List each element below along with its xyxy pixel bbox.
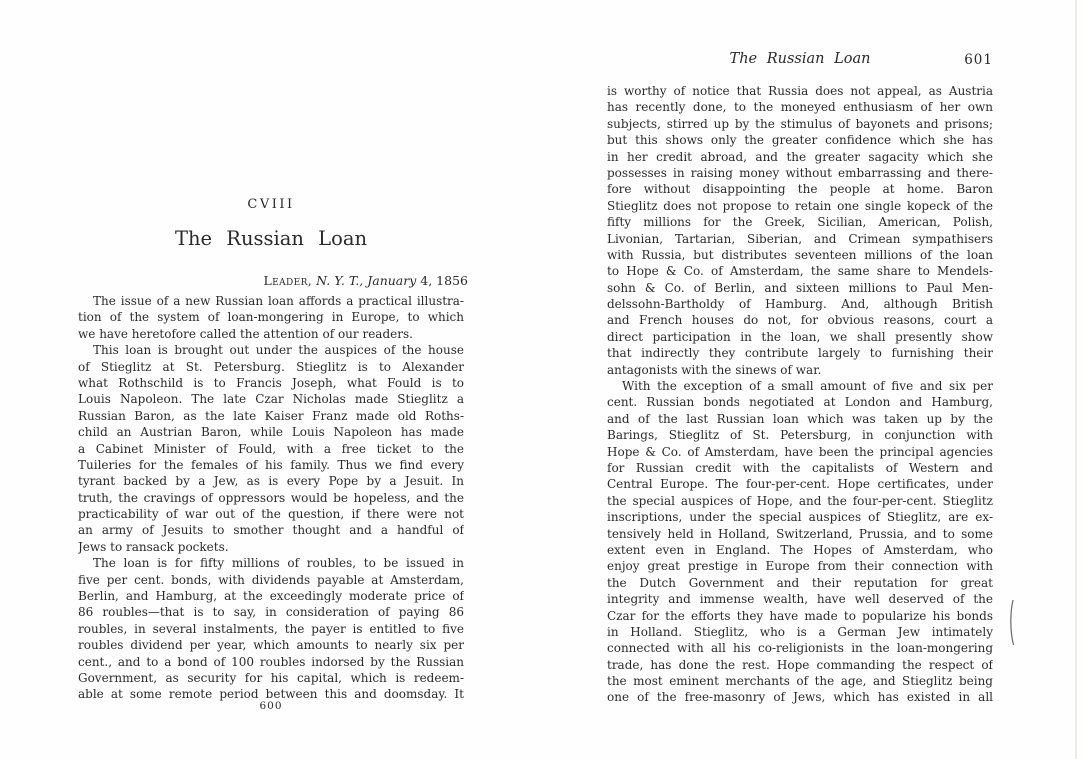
text-line: This loan is brought out under the auspices of the house: [93, 343, 464, 358]
text-line: in Holland. Stieglitz, who is a German Jew intimately: [607, 624, 993, 639]
text-line: one of the free-masonry of Jews, which has existed in all: [607, 690, 993, 705]
right-page-body: [607, 83, 993, 706]
text-line: but this shows only the greater confidence which she has: [607, 133, 993, 148]
paragraph: [78, 555, 464, 703]
text-line: cent., and to a bond of 100 roubles indorsed by the Russian: [78, 654, 464, 669]
text-line: tyrant backed by a Jew, as is every Pope by a Jesuit. In: [78, 474, 464, 489]
text-line: subjects, stirred up by the stimulus of bayonets and prisons;: [607, 116, 993, 131]
text-line: the Dutch Government and their reputation for great: [607, 575, 993, 590]
text-line: and of the last Russian loan which was taken up by the: [607, 411, 993, 426]
text-line: tensively held in Holland, Switzerland, Prussia, and to some: [607, 526, 993, 541]
left-page-number: 600: [259, 700, 283, 712]
text-line: the special auspices of Hope, and the four-per-cent. Stieglitz: [607, 493, 993, 508]
text-line: and French houses do not, for obvious reasons, court a: [607, 313, 993, 328]
text-line: cent. Russian bonds negotiated at London and Hamburg,: [607, 395, 993, 410]
text-line: The loan is for fifty millions of roubles, to be issued in: [93, 556, 464, 571]
text-line: in her credit abroad, and the greater sagacity which she: [607, 149, 993, 164]
text-line: with Russia, but distributes seventeen millions of the loan: [607, 247, 993, 262]
text-line: truth, the cravings of oppressors would be hopeless, and the: [78, 490, 464, 505]
text-line: what Rothschild is to Francis Joseph, what Fould is to: [78, 375, 464, 390]
text-line: a Cabinet Minister of Fould, with a free ticket to the: [78, 441, 464, 456]
text-line: Stieglitz does not propose to retain one single kopeck of the: [607, 198, 993, 213]
text-line: trade, has done the rest. Hope commanding the respect of: [607, 657, 993, 672]
text-line: roubles, in several instalments, the payer is entitled to five: [78, 621, 464, 636]
byline: [78, 273, 468, 288]
text-line: Louis Napoleon. The late Czar Nicholas made Stieglitz a: [78, 392, 464, 407]
right-page-header: [607, 51, 993, 69]
byline-leader: Leader,: [263, 273, 313, 288]
byline-source-date: N. Y. T., January: [316, 273, 417, 288]
text-line: the most eminent merchants of the age, and Stieglitz being: [607, 674, 993, 689]
page-edge-line: [1075, 0, 1077, 759]
text-line: antagonists with the sinews of war.: [607, 362, 822, 377]
text-line: Government, as security for his capital, which is redeem-: [78, 670, 464, 685]
paragraph: [78, 293, 464, 342]
text-line: to Hope & Co. of Amsterdam, the same share to Mendels-: [607, 264, 993, 279]
text-line: inscriptions, under the special auspices of Stieglitz, are ex-: [607, 510, 993, 525]
text-line: delssohn-Bartholdy of Hamburg. And, although British: [607, 297, 993, 312]
text-line: that indirectly they contribute largely to furnishing their: [607, 346, 993, 361]
text-line: Russian Baron, as the late Kaiser Franz made old Roths-: [78, 408, 464, 423]
paragraph: [607, 83, 993, 378]
page-title: The Russian Loan: [174, 227, 368, 250]
text-line: Jews to ransack pockets.: [78, 539, 229, 554]
text-line: direct participation in the loan, we shall presently show: [607, 329, 993, 344]
text-line: Livonian, Tartarian, Siberian, and Crimean sympathisers: [607, 231, 993, 246]
text-line: has recently done, to the moneyed enthusiasm of her own: [607, 100, 993, 115]
chapter-number: CVIII: [247, 197, 295, 212]
text-line: tion of the system of loan-mongering in Europe, to which: [78, 310, 464, 325]
text-line: fifty millions for the Greek, Sicilian, American, Polish,: [607, 215, 993, 230]
text-line: Tuileries for the females of his family. Thus we find every: [78, 457, 464, 472]
text-line: sohn & Co. of Berlin, and sixteen millions to Paul Men-: [607, 280, 993, 295]
paragraph: [607, 378, 993, 706]
text-line: extent even in England. The Hopes of Amsterdam, who: [607, 542, 993, 557]
right-page-number: 601: [964, 52, 993, 68]
text-line: roubles dividend per year, which amounts to nearly six per: [78, 638, 464, 653]
text-line: Hope & Co. of Amsterdam, have been the principal agencies: [607, 444, 993, 459]
text-line: With the exception of a small amount of five and six per: [622, 379, 993, 394]
text-line: connected with all his co-religionists in the loan-mongering: [607, 641, 993, 656]
text-line: The issue of a new Russian loan affords a practical illustra-: [93, 294, 464, 308]
text-line: we have heretofore called the attention of our readers.: [78, 326, 413, 341]
text-line: integrity and immense wealth, have well deserved of the: [607, 592, 993, 607]
text-line: enjoy great prestige in Europe from their connection with: [607, 559, 993, 574]
text-line: Barings, Stieglitz of St. Petersburg, in conjunction with: [607, 428, 993, 443]
byline-date: 4, 1856: [420, 273, 468, 288]
text-line: five per cent. bonds, with dividends payable at Amsterdam,: [78, 572, 464, 587]
text-line: of Stieglitz at St. Petersburg. Stieglitz is to Alexander: [78, 359, 464, 374]
text-line: for Russian credit with the capitalists of Western and: [607, 460, 993, 475]
text-line: Berlin, and Hamburg, at the exceedingly moderate price of: [78, 589, 464, 604]
text-line: practicability of war out of the question, if there were not: [78, 507, 464, 522]
text-line: able at some remote period between this and doomsday. It: [78, 687, 464, 702]
text-line: an army of Jesuits to smother thought and a handful of: [78, 523, 464, 538]
text-line: child an Austrian Baron, while Louis Napoleon has made: [78, 425, 464, 440]
text-line: Central Europe. The four-per-cent. Hope certificates, under: [607, 477, 993, 492]
pen-stroke-mark: [1005, 598, 1019, 648]
text-line: 86 roubles—that is to say, in consideration of paying 86: [78, 605, 464, 620]
text-line: Czar for the efforts they have made to popularize his bonds: [607, 608, 993, 623]
running-head: The Russian Loan: [729, 51, 871, 67]
text-line: is worthy of notice that Russia does not appeal, as Austria: [607, 84, 993, 98]
left-page-body: [78, 293, 464, 703]
text-line: fore without disappointing the people at home. Baron: [607, 182, 993, 197]
text-line: possesses in raising money without embarrassing and there-: [607, 165, 993, 180]
paragraph: [78, 342, 464, 555]
